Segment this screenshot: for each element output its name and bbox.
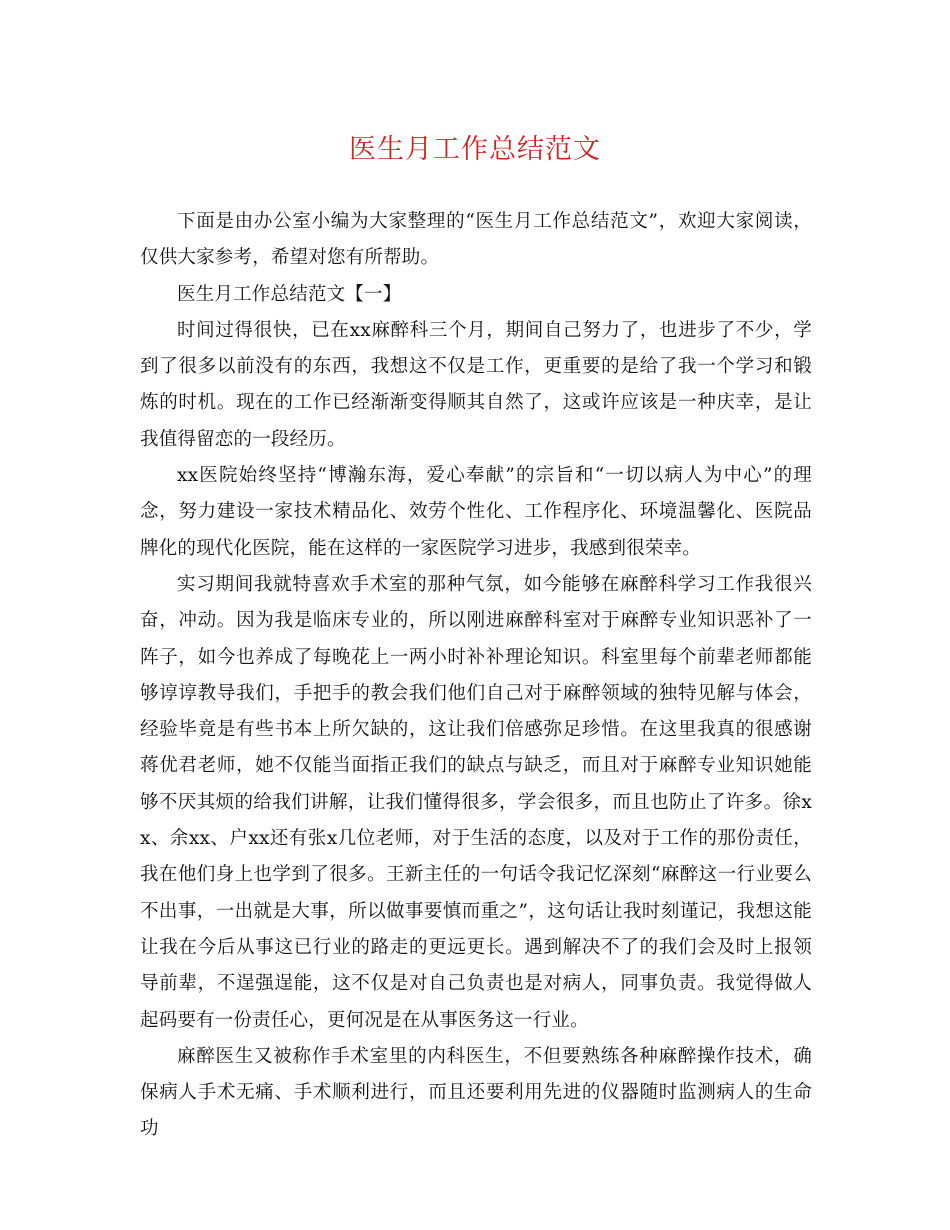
intro-paragraph: 下面是由办公室小编为大家整理的“医生月工作总结范文”，欢迎大家阅读，仅供大家参考，希望对您有所帮助。 [140, 211, 812, 269]
document-title: 医生月工作总结范文 [349, 134, 601, 165]
section-heading: 医生月工作总结范文【一】 [177, 283, 402, 305]
body-paragraph: 麻醉医生又被称作手术室里的内科医生，不但要熟练各种麻醉操作技术，确保病人手术无痛、手术顺利进行，而且还要利用先进的仪器随时监测病人的生命功 [140, 1045, 812, 1140]
body-paragraph: 时间过得很快，已在xx麻醉科三个月，期间自己努力了，也进步了不少，学到了很多以前没有的东西，我想这不仅是工作，更重要的是给了我一个学习和锻炼的时机。现在的工作已经渐渐变得顺其自然了，这或许应该是一种庆幸，是让我值得留恋的一段经历。 [140, 319, 812, 450]
document-body [140, 204, 812, 1148]
body-paragraph: 实习期间我就特喜欢手术室的那种气氛，如今能够在麻醉科学习工作我很兴奋，冲动。因为我是临床专业的，所以刚进麻醉科室对于麻醉专业知识恶补了一阵子，如今也养成了每晚花上一两小时补补理论知识。科室里每个前辈老师都能够谆谆教导我们，手把手的教会我们他们自己对于麻醉领域的独特见解与体会，经验毕竟是有些书本上所欠缺的，这让我们倍感弥足珍惜。在这里我真的很感谢蒋优君老师，她不仅能当面指正我们的缺点与缺乏，而且对于麻醉专业知识她能够不厌其烦的给我们讲解，让我们懂得很多，学会很多，而且也防止了许多。徐xx、余xx、户xx还有张x几位老师，对于生活的态度，以及对于工作的那份责任，我在他们身上也学到了很多。王新主任的一句话令我记忆深刻“麻醉这一行业要么不出事，一出就是大事，所以做事要慎而重之”，这句话让我时刻谨记，我想这能让我在今后从事这已行业的路走的更远更长。遇到解决不了的我们会及时上报领导前辈，不逞强逞能，这不仅是对自己负责也是对病人，同事负责。我觉得做人起码要有一份责任心，更何况是在从事医务这一行业。 [140, 573, 812, 1031]
body-paragraph: xx医院始终坚持“博瀚东海，爱心奉献”的宗旨和“一切以病人为中心”的理念，努力建设一家技术精品化、效劳个性化、工作程序化、环境温馨化、医院品牌化的现代化医院，能在这样的一家医院学习进步，我感到很荣幸。 [140, 465, 812, 559]
